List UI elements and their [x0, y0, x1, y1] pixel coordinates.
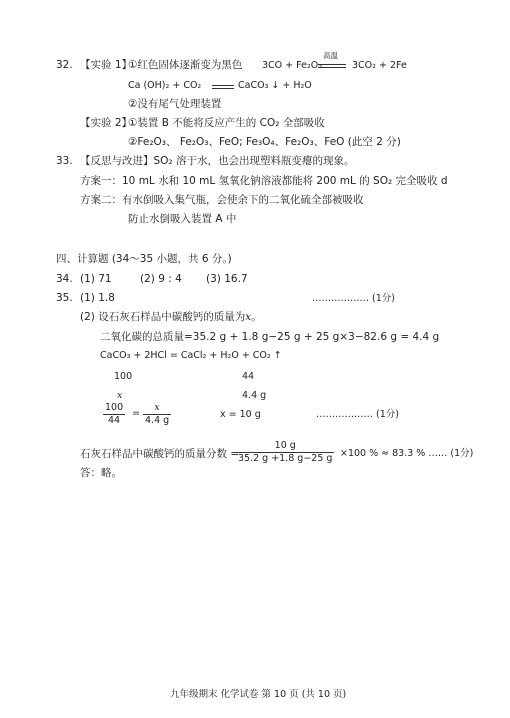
q33-plan2-cont: 防止水倒吸入装置 A 中: [128, 213, 237, 225]
q34-answer1: (1) 71: [80, 273, 112, 285]
q33-plan2: 方案二：有水倒吸入集气瓶，会使余下的二氧化硫全部被吸收: [80, 194, 364, 206]
ratio-equals: =: [132, 408, 140, 419]
q35-number: 35.: [56, 292, 73, 304]
equation2-sign-top: [212, 85, 234, 86]
page-footer: 九年级期末 化学试卷 第 10 页 (共 10 页): [170, 689, 347, 700]
q32-exp2-tag: 【实验 2】: [80, 117, 133, 129]
ratio-fraction-1: $\frac{100}{44}$: [105, 402, 124, 426]
final-answer: 答：略。: [80, 467, 122, 479]
q35-score2: ……………… (1分): [316, 409, 399, 420]
variable-x: x: [245, 311, 252, 323]
q32-exp1-item1: ①红色固体逐渐变为黑色: [128, 59, 243, 71]
co2-total-mass: 二氧化碳的总质量=35.2 g + 1.8 g−25 g + 25 g×3−82.6 g = 4.4 g: [100, 331, 440, 343]
mass-fraction: $\frac{10 g}{35.2 g +1.8 g-25 g}$: [238, 440, 333, 464]
equation1-left: 3CO + Fe₂O₃: [262, 60, 323, 71]
equation2-sign-bottom: [212, 88, 234, 89]
x-result: x = 10 g: [220, 409, 261, 420]
equation1-condition: 高温: [323, 51, 338, 60]
q32-exp1-item2: ②没有尾气处理装置: [128, 98, 222, 110]
q35-score1: ……………… (1分): [312, 293, 395, 304]
q33-number: 33.: [56, 155, 73, 167]
section4-title: 四、计算题 (34～35 小题，共 6 分。): [56, 253, 232, 265]
equation1-sign-top: [318, 64, 346, 65]
q32-exp2-item1: ①装置 B 不能将反应产生的 CO₂ 全部吸收: [128, 117, 325, 129]
equation1-right: 3CO₂ + 2Fe: [352, 60, 407, 71]
q35-answer1: (1) 1.8: [80, 292, 115, 304]
equation2-left: Ca (OH)₂ + CO₂: [128, 80, 202, 91]
q35-part2-intro: (2) 设石灰石样品中碳酸钙的质量为x。: [80, 311, 262, 323]
q33-plan1: 方案一：10 mL 水和 10 mL 氢氧化钠溶液都能将 200 mL 的 SO₂ 完全吸收 d: [80, 175, 448, 187]
q34-answer2: (2) 9 : 4: [140, 273, 182, 285]
molar-100: 100: [114, 371, 133, 382]
q32-number: 32.: [56, 59, 73, 71]
mass-fraction-result: ×100 % ≈ 83.3 % …… (1分): [340, 448, 474, 459]
mass-fraction-label: 石灰石样品中碳酸钙的质量分数 =: [80, 448, 240, 460]
equation2-right: CaCO₃ ↓ + H₂O: [238, 80, 312, 91]
molar-44: 44: [242, 371, 255, 382]
q33-reflection: 【反思与改进】SO₂ 溶于水，也会出现塑料瓶变瘪的现象。: [80, 155, 355, 167]
unknown-x: x: [117, 390, 123, 401]
q32-exp1-tag: 【实验 1】: [80, 59, 133, 71]
equation1-sign-bottom: [318, 67, 346, 68]
q34-number: 34.: [56, 273, 73, 285]
q32-exp2-item2: ②Fe₂O₃、 Fe₂O₃、FeO; Fe₃O₄、Fe₂O₃、FeO (此空 2 分): [128, 136, 401, 148]
q34-answer3: (3) 16.7: [206, 273, 248, 285]
ratio-fraction-2: $\frac{x}{4.4 g}$: [145, 402, 170, 426]
reaction-equation: CaCO₃ + 2HCl = CaCl₂ + H₂O + CO₂ ↑: [100, 350, 282, 361]
mass-4-4g: 4.4 g: [242, 390, 267, 401]
